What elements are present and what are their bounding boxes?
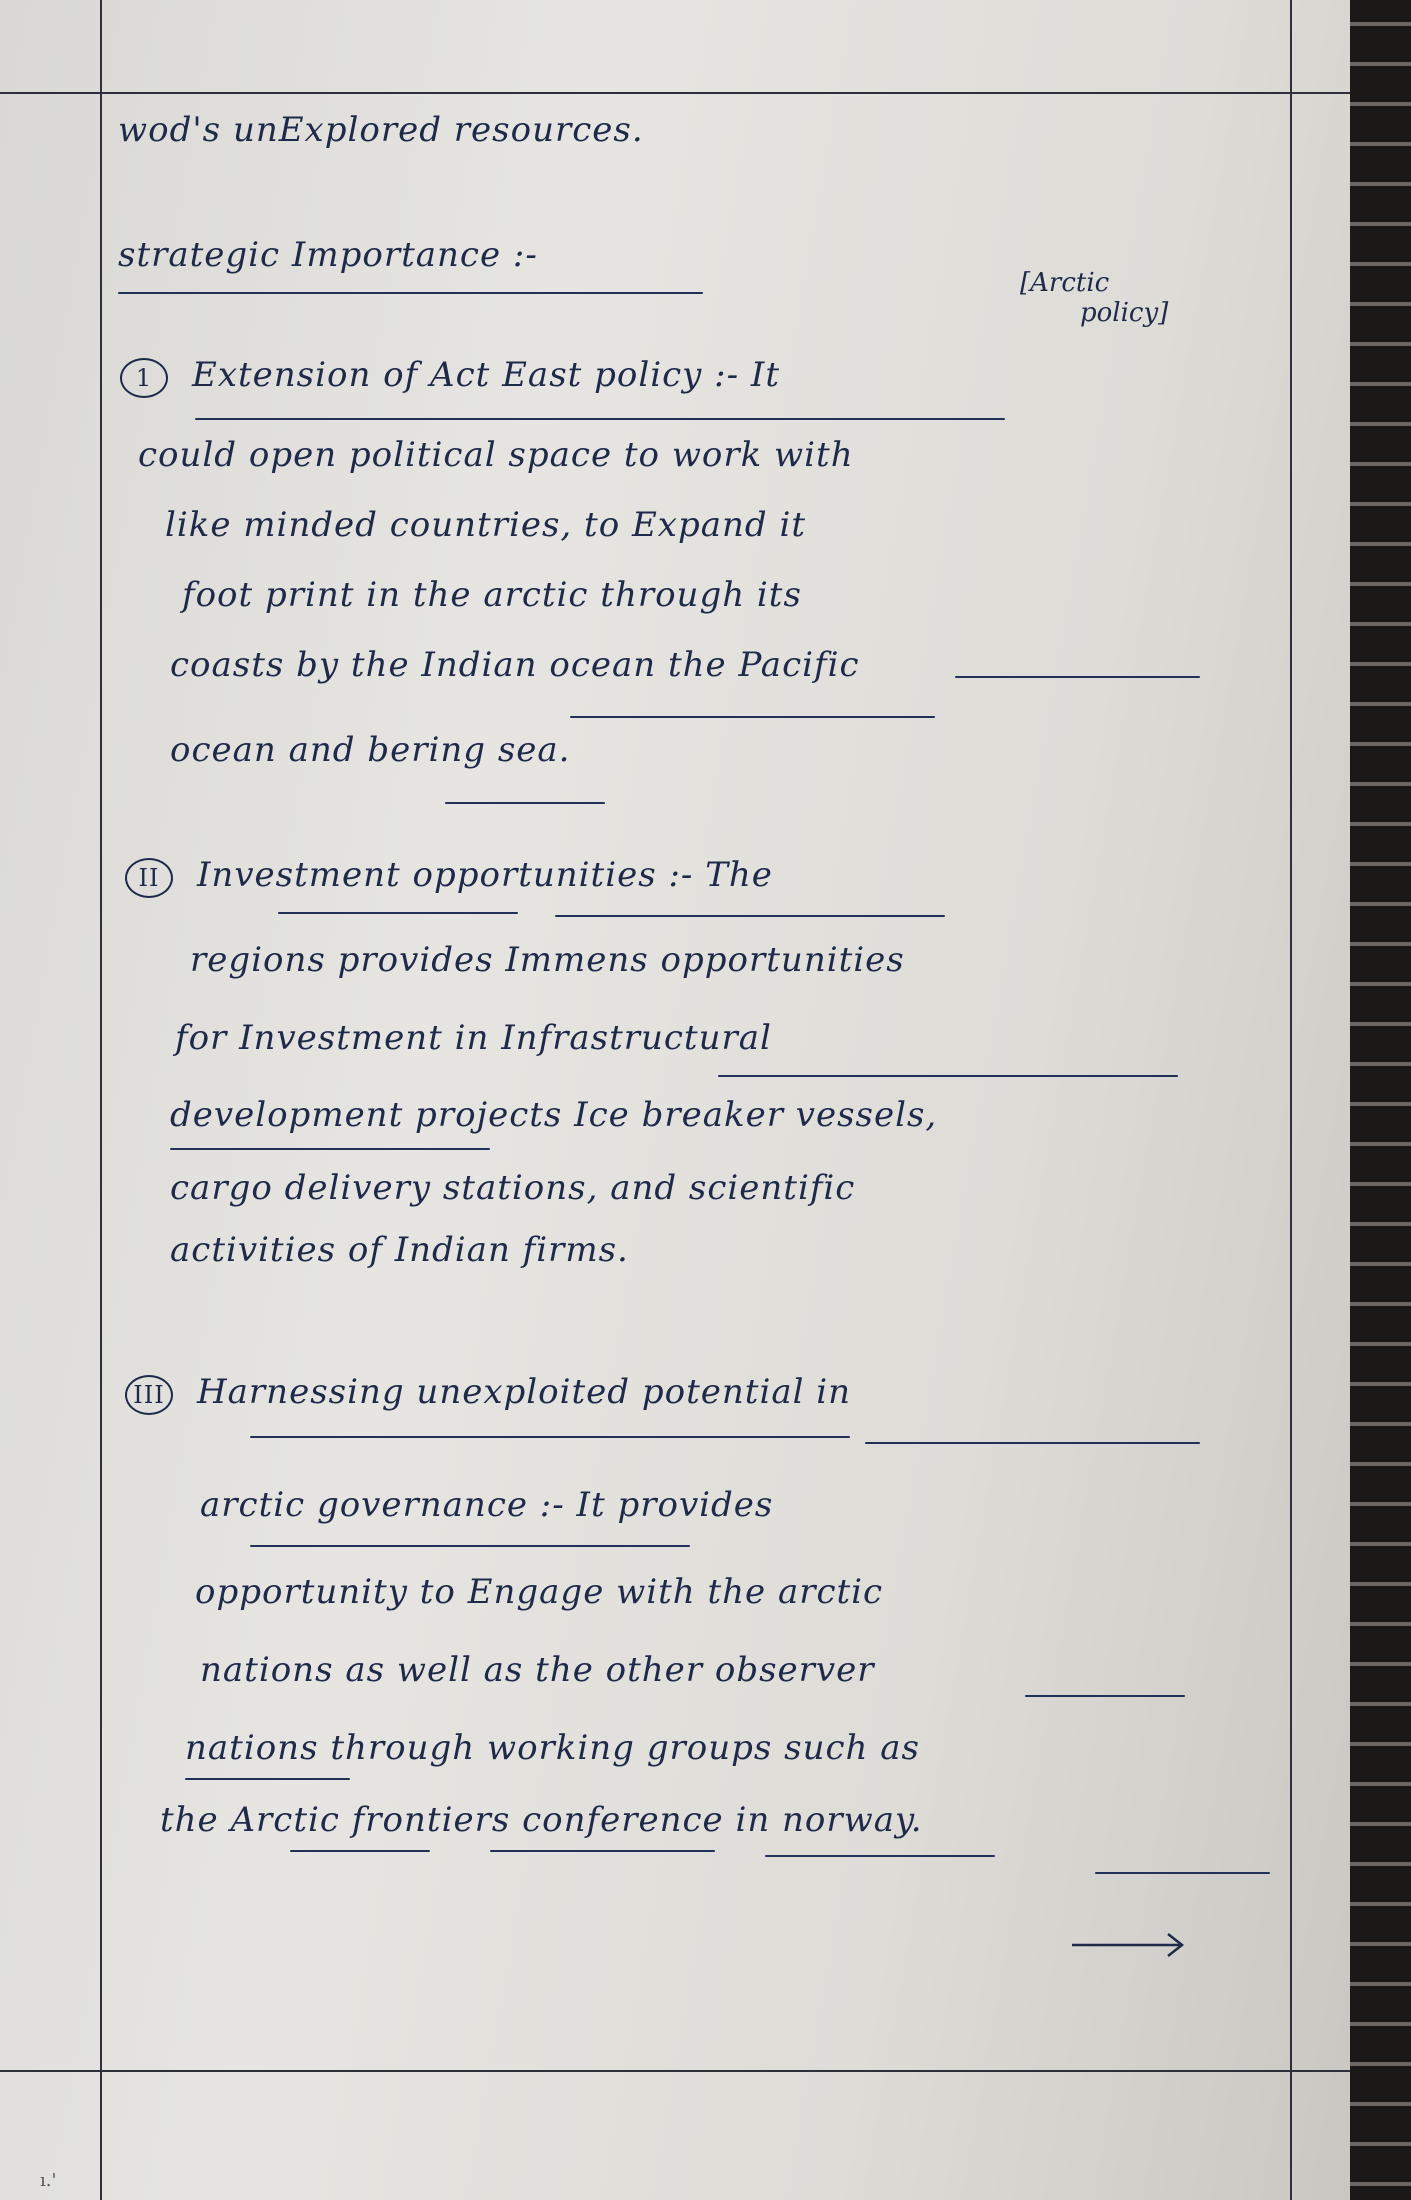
point-1-underline (195, 418, 1005, 420)
text-line: arctic governance :- It provides (200, 1485, 774, 1525)
underline (185, 1778, 350, 1780)
right-margin-rule (1290, 0, 1292, 2200)
underline (290, 1850, 430, 1852)
text-line: wod's unExplored resources. (118, 110, 644, 150)
continue-arrow-icon (1070, 1930, 1190, 1960)
margin-note-line: [Arctic (1020, 268, 1110, 298)
pencil-mark: ı.' (40, 2170, 57, 2191)
margin-note-line: policy] (1080, 298, 1169, 328)
text-line: opportunity to Engage with the arctic (195, 1572, 884, 1612)
underline (570, 716, 935, 718)
left-margin-rule (100, 0, 102, 2200)
bottom-rule (0, 2070, 1350, 2072)
underline (765, 1855, 995, 1857)
text-line: coasts by the Indian ocean the Pacific (170, 645, 860, 685)
point-3-heading: III Harnessing unexploited potential in (125, 1372, 851, 1415)
point-1-heading: 1 Extension of Act East policy :- It (120, 355, 780, 398)
text-line: regions provides Immens opportunities (190, 940, 905, 980)
text-line: ocean and bering sea. (170, 730, 571, 770)
point-3-underline (865, 1442, 1200, 1444)
text-line: cargo delivery stations, and scientific (170, 1168, 856, 1208)
text-line: the Arctic frontiers conference in norway. (160, 1800, 923, 1840)
underline (250, 1545, 690, 1547)
text-line: like minded countries, to Expand it (165, 505, 807, 545)
section-heading: strategic Importance :- (118, 235, 538, 275)
underline (170, 1148, 490, 1150)
underline (1095, 1872, 1270, 1874)
top-rule (0, 92, 1350, 94)
text-line: could open political space to work with (138, 435, 854, 475)
underline (1025, 1695, 1185, 1697)
text-line: for Investment in Infrastructural (175, 1018, 772, 1058)
underline (490, 1850, 715, 1852)
text-line: nations through working groups such as (185, 1728, 920, 1768)
heading-underline (118, 292, 703, 294)
margin-note (1020, 268, 1168, 328)
underline (718, 1075, 1178, 1077)
text-line: foot print in the arctic through its (182, 575, 802, 615)
underline (445, 802, 605, 804)
point-numeral: III (125, 1375, 173, 1415)
point-2-heading: II Investment opportunities :- The (125, 855, 773, 898)
point-3-underline (250, 1436, 850, 1438)
spiral-binding (1350, 0, 1411, 2200)
point-2-underline (278, 912, 518, 914)
point-numeral: II (125, 858, 173, 898)
underline (955, 676, 1200, 678)
text-line: activities of Indian firms. (170, 1230, 629, 1270)
text-line: nations as well as the other observer (200, 1650, 875, 1690)
point-numeral: 1 (120, 358, 168, 398)
point-2-underline (555, 915, 945, 917)
text-line: development projects Ice breaker vessels, (170, 1095, 938, 1135)
